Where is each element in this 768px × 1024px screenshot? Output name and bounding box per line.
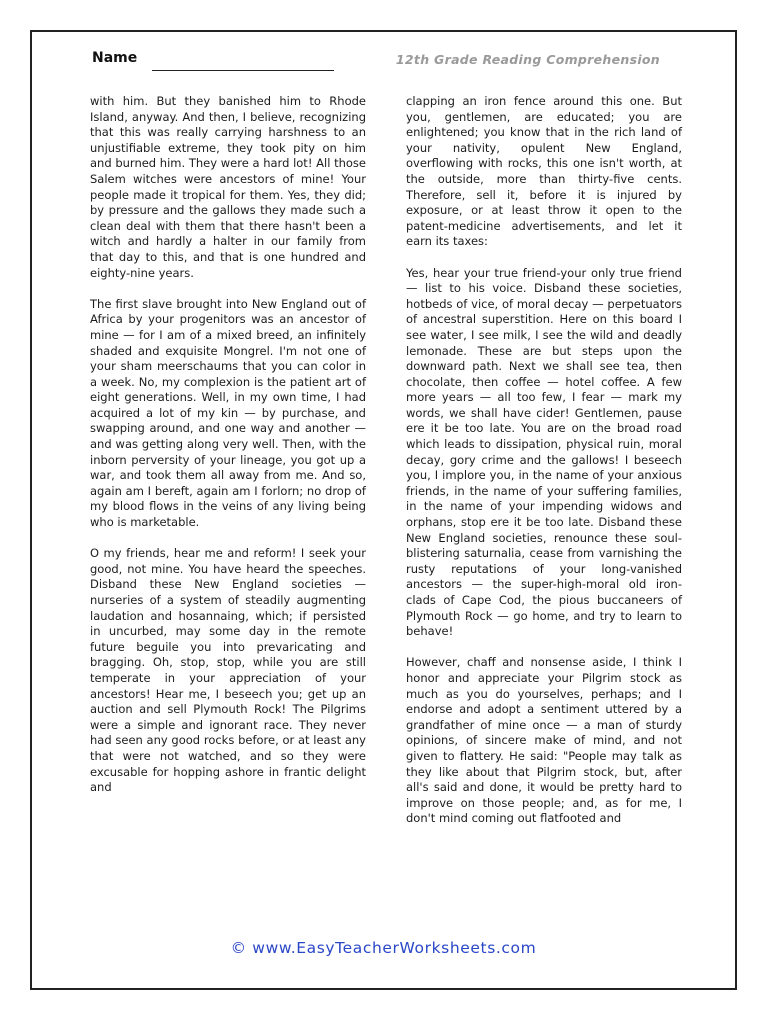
paragraph: The first slave brought into New England out of Africa by your progenitors was an ancestor of mine — for I am of a mixed breed, an infinitely shaded and exquisite Mongrel. I'm not one of your sham meerschaums that you can color in a week. No, my complexion is the patient art of eight generations. Well, in my own time, I had acquired a lot of my kin — by purchase, and swapping around, and one way and another — and was getting along very well. Then, with the inborn perversity of your lineage, you got up a war, and took them all away from me. And so, again am I bereft, again am I forlorn; no drop of my blood flows in the veins of any living being who is marketable. bbox=[90, 296, 366, 530]
worksheet-title: 12th Grade Reading Comprehension bbox=[395, 52, 660, 67]
paragraph: O my friends, hear me and reform! I seek your good, not mine. You have heard the speeches. Disband these New England societies — nurseries of a system of steadily augmenting laudation and hosannaing, which; if persisted in uncurbed, may some day in the remote future beguile you into prevaricating and bragging. Oh, stop, stop, while you are still temperate in your appreciation of your ancestors! Hear me, I beseech you; get up an auction and sell Plymouth Rock! The Pilgrims were a simple and ignorant race. They never had seen any good rocks before, or at least any that were not watched, and so they were excusable for hopping ashore in frantic delight and bbox=[90, 546, 366, 795]
worksheet-header bbox=[92, 50, 672, 76]
paragraph: However, chaff and nonsense aside, I think I honor and appreciate your Pilgrim stock as much as you do yourselves, perhaps; and I endorse and adopt a sentiment uttered by a grandfather of mine once — a man of sturdy opinions, of sincere make of mind, and not given to flattery. He said: "People may talk as they like about that Pilgrim stock, but, after all's said and done, it would be pretty hard to improve on those people; and, as for me, I don't mind coming out flatfooted and bbox=[406, 655, 682, 826]
paragraph: clapping an iron fence around this one. But you, gentlemen, are educated; you are enlightened; you know that in the rich land of your nativity, opulent New England, overflowing with rocks, this one isn't worth, at the outside, more than thirty-five cents. Therefore, sell it, before it is injured by exposure, or at least throw it open to the patent-medicine advertisements, and let it earn its taxes: bbox=[406, 94, 682, 249]
left-text-column bbox=[90, 94, 366, 811]
worksheet-page bbox=[30, 30, 737, 990]
paragraph: Yes, hear your true friend-your only true friend — list to his voice. Disband these societies, hotbeds of vice, of moral decay — perpetuators of ancestral superstition. Here on this board I see water, I see milk, I see the wild and deadly lemonade. These are but steps upon the downward path. Next we shall see tea, then chocolate, then coffee — hotel coffee. A few more years — all too few, I fear — mark my words, we shall have cider! Gentlemen, pause ere it be too late. You are on the broad road which leads to dissipation, physical ruin, moral decay, gory crime and the gallows! I beseech you, I implore you, in the name of your anxious friends, in the name of your suffering families, in the name of your impending widows and orphans, stop ere it be too late. Disband these New England societies, renounce these soul-blistering saturnalia, cease from varnishing the rusty reputations of your long-vanished ancestors — the super-high-moral old iron-clads of Cape Cod, the pious buccaneers of Plymouth Rock — go home, and try to learn to behave! bbox=[406, 265, 682, 639]
name-blank-line[interactable] bbox=[152, 70, 334, 71]
paragraph: with him. But they banished him to Rhode Island, anyway. And then, I believe, recognizing that this was really carrying harshness to an unjustifiable extreme, they took pity on him and burned him. They were a hard lot! All those Salem witches were ancestors of mine! Your people made it tropical for them. Yes, they did; by pressure and the gallows they made such a clean deal with them that there hasn't been a witch and hardly a halter in our family from that day to this, and that is one hundred and eighty-nine years. bbox=[90, 94, 366, 280]
right-text-column bbox=[406, 94, 682, 843]
copyright-footer: © www.EasyTeacherWorksheets.com bbox=[230, 939, 537, 957]
name-label: Name bbox=[92, 50, 138, 66]
